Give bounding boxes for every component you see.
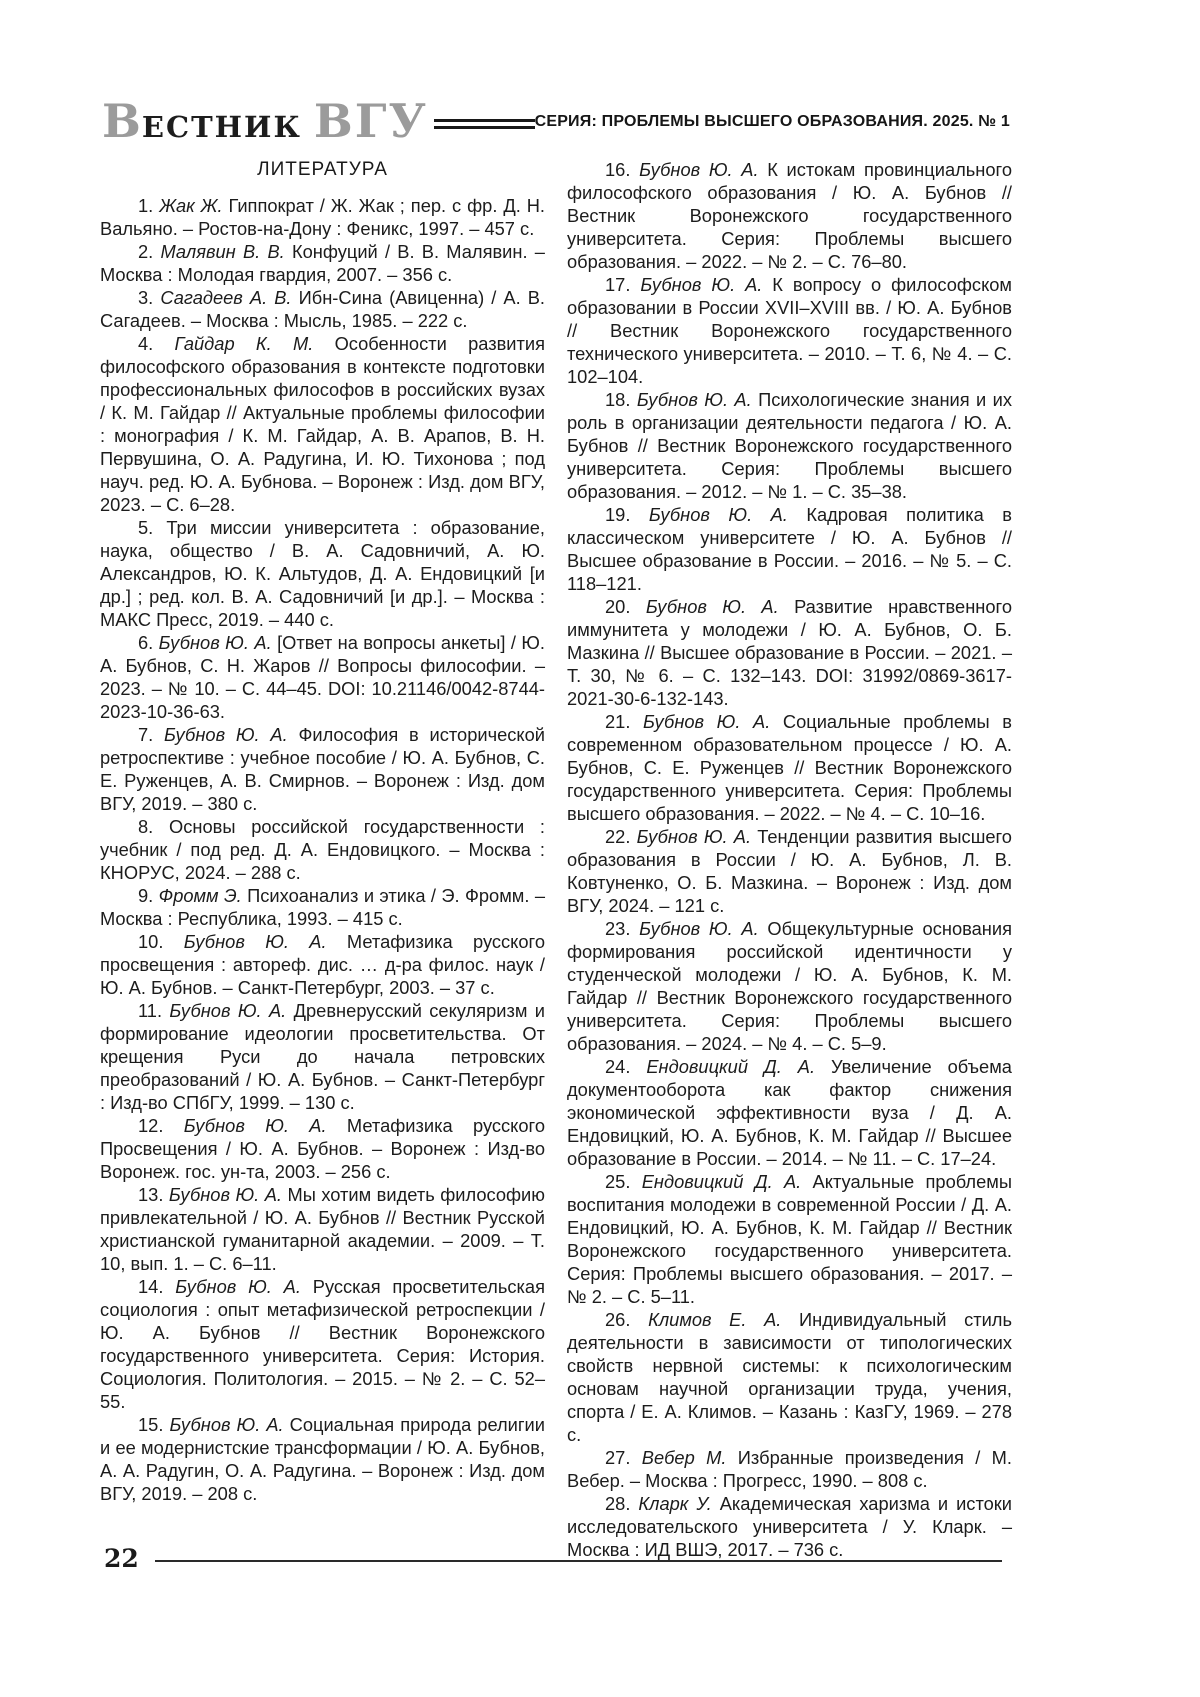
reference-text: Мы хотим видеть философию привлекательной / Ю. А. Бубнов // Вестник Русской христианской гуманитарной академии. – 2009. – Т. 10, вып. 1. – С. 6–11. bbox=[100, 1184, 545, 1274]
journal-logo bbox=[102, 94, 428, 148]
reference-number: 9. bbox=[138, 885, 154, 906]
reference-number: 23. bbox=[605, 918, 631, 939]
reference-authors: Малявин В. В. bbox=[160, 241, 285, 262]
reference-number: 16. bbox=[605, 159, 631, 180]
reference-number: 13. bbox=[138, 1184, 164, 1205]
reference-authors: Бубнов Ю. А. bbox=[648, 504, 788, 525]
reference-authors: Жак Ж. bbox=[159, 195, 223, 216]
section-heading: ЛИТЕРАТУРА bbox=[257, 159, 388, 180]
reference-authors: Бубнов Ю. А. bbox=[636, 389, 752, 410]
footer-rule bbox=[155, 1560, 1002, 1562]
reference-item bbox=[567, 825, 1012, 917]
reference-item bbox=[567, 158, 1012, 273]
reference-authors: Бубнов Ю. А. bbox=[169, 1000, 287, 1021]
reference-item bbox=[100, 631, 545, 723]
reference-text: Метафизика русского Просвещения / Ю. А. Бубнов. – Воронеж : Изд-во Воронеж. гос. ун-та, 2003. – 256 с. bbox=[100, 1115, 545, 1182]
right-column bbox=[567, 158, 1012, 1561]
reference-number: 10. bbox=[138, 931, 164, 952]
reference-authors: Сагадеев А. В. bbox=[160, 287, 292, 308]
reference-text: Три миссии университета : образование, наука, общество / В. А. Садовничий, А. Ю. Александров, Ю. К. Альтудов, Д. А. Ендовицкий [и др.] ; ред. кол. В. А. Садовничий [и др.]. – Москва : МАКС Пресс, 2019. – 440 с. bbox=[100, 517, 545, 630]
logo-initial-letter: В bbox=[102, 94, 142, 148]
reference-text: К вопросу о философском образовании в России XVII–XVIII вв. / Ю. А. Бубнов // Вестник Воронежского государственного технического университета. – 2010. – Т. 6, № 4. – С. 102–104. bbox=[567, 274, 1013, 387]
reference-text: Гиппократ / Ж. Жак ; пер. с фр. Д. Н. Вальяно. – Ростов-на-Дону : Феникс, 1997. – 457 с. bbox=[100, 195, 545, 239]
reference-authors: Фромм Э. bbox=[158, 885, 242, 906]
reference-authors: Гайдар К. М. bbox=[174, 333, 314, 354]
reference-item bbox=[100, 999, 545, 1114]
reference-number: 15. bbox=[138, 1414, 164, 1435]
reference-authors: Климов Е. А. bbox=[648, 1309, 782, 1330]
reference-number: 25. bbox=[605, 1171, 631, 1192]
reference-authors: Бубнов Ю. А. bbox=[183, 931, 327, 952]
page-header bbox=[102, 94, 1010, 148]
reference-item bbox=[567, 503, 1012, 595]
reference-item bbox=[100, 286, 545, 332]
reference-text: Избранные произведения / М. Вебер. – Москва : Прогресс, 1990. – 808 с. bbox=[567, 1447, 1012, 1491]
reference-item bbox=[567, 710, 1012, 825]
reference-number: 6. bbox=[138, 632, 154, 653]
reference-text: Актуальные проблемы воспитания молодежи в современной России / Д. А. Ендовицкий, Ю. А. Бубнов, К. М. Гайдар // Вестник Воронежского государственного университета. Серия: Проблемы высшего образования. – 2017. – № 2. – С. 5–11. bbox=[567, 1171, 1012, 1307]
reference-authors: Бубнов Ю. А. bbox=[183, 1115, 327, 1136]
logo-university-abbr: ВГУ bbox=[313, 94, 428, 148]
reference-item bbox=[100, 194, 545, 240]
reference-item bbox=[100, 516, 545, 631]
reference-item bbox=[567, 595, 1012, 710]
logo-word-rest: ЕСТНИК bbox=[141, 110, 302, 144]
reference-text: Особенности развития философского образования в контексте подготовки профессиональных философов в российских вузах / К. М. Гайдар // Актуальные проблемы философии : монография / К. М. Гайдар, А. В. Арапов, В. Н. Первушина, О. А. Радугина, И. Ю. Тихонова ; под науч. ред. Ю. А. Бубнова. – Воронеж : Изд. дом ВГУ, 2023. – С. 6–28. bbox=[100, 333, 545, 515]
reference-item bbox=[567, 1055, 1012, 1170]
reference-item bbox=[567, 273, 1012, 388]
reference-number: 21. bbox=[605, 711, 631, 732]
reference-number: 4. bbox=[138, 333, 154, 354]
reference-text: Философия в исторической ретроспективе : учебное пособие / Ю. А. Бубнов, С. Е. Руженцев, А. В. Смирнов. – Воронеж : Изд. дом ВГУ, 2019. – 380 с. bbox=[100, 724, 545, 814]
reference-number: 22. bbox=[605, 826, 631, 847]
reference-text: Академическая харизма и истоки исследовательского университета / У. Кларк. – Москва : ИД ВШЭ, 2017. – 736 с. bbox=[567, 1493, 1012, 1560]
reference-authors: Бубнов Ю. А. bbox=[636, 826, 752, 847]
reference-text: Кадровая политика в классическом университете / Ю. А. Бубнов // Высшее образование в России. – 2016. – № 5. – С. 118–121. bbox=[567, 504, 1012, 594]
reference-number: 28. bbox=[605, 1493, 631, 1514]
reference-item bbox=[100, 815, 545, 884]
reference-text: Социальная природа религии и ее модернистские трансформации / Ю. А. Бубнов, А. А. Радугин, О. А. Радугина. – Воронеж : Изд. дом ВГУ, 2019. – 208 с. bbox=[100, 1414, 545, 1504]
reference-number: 20. bbox=[605, 596, 631, 617]
reference-item bbox=[100, 1114, 545, 1183]
reference-text: Тенденции развития высшего образования в России / Ю. А. Бубнов, Л. В. Ковтуненко, О. Б. Мазкина. – Воронеж : Изд. дом ВГУ, 2024. – 121 с. bbox=[567, 826, 1012, 916]
reference-number: 18. bbox=[605, 389, 631, 410]
reference-authors: Бубнов Ю. А. bbox=[639, 918, 759, 939]
series-title: СЕРИЯ: ПРОБЛЕМЫ ВЫСШЕГО ОБРАЗОВАНИЯ. 2025. № 1 bbox=[534, 113, 1010, 130]
reference-authors: Ендовицкий Д. А. bbox=[641, 1171, 802, 1192]
reference-authors: Бубнов Ю. А. bbox=[175, 1276, 301, 1297]
reference-authors: Бубнов Ю. А. bbox=[158, 632, 272, 653]
reference-number: 26. bbox=[605, 1309, 631, 1330]
reference-text: К истокам провинциального философского образования / Ю. А. Бубнов // Вестник Воронежского государственного университета. Серия: Проблемы высшего образования. – 2022. – № 2. – С. 76–80. bbox=[567, 159, 1012, 272]
reference-number: 19. bbox=[605, 504, 631, 525]
reference-authors: Ендовицкий Д. А. bbox=[646, 1056, 816, 1077]
reference-item bbox=[100, 240, 545, 286]
reference-authors: Бубнов Ю. А. bbox=[645, 596, 779, 617]
reference-authors: Бубнов Ю. А. bbox=[169, 1414, 284, 1435]
reference-text: Древнерусский секуляризм и формирование идеологии просветительства. От крещения Руси до начала петровских преобразований / Ю. А. Бубнов. – Санкт-Петербург : Изд-во СПбГУ, 1999. – 130 с. bbox=[100, 1000, 545, 1113]
reference-authors: Бубнов Ю. А. bbox=[643, 711, 771, 732]
reference-item bbox=[100, 332, 545, 516]
reference-item bbox=[100, 1183, 545, 1275]
reference-authors: Бубнов Ю. А. bbox=[639, 159, 759, 180]
reference-number: 27. bbox=[605, 1447, 631, 1468]
reference-item bbox=[100, 930, 545, 999]
reference-text: Психоанализ и этика / Э. Фромм. – Москва : Республика, 1993. – 415 с. bbox=[100, 885, 545, 929]
reference-text: Общекультурные основания формирования российской идентичности у студенческой молодежи / Ю. А. Бубнов, К. М. Гайдар // Вестник Воронежского государственного университета. Серия: Проблемы высшего образования. – 2024. – № 4. – С. 5–9. bbox=[567, 918, 1012, 1054]
reference-number: 1. bbox=[138, 195, 154, 216]
reference-authors: Вебер М. bbox=[641, 1447, 727, 1468]
reference-item bbox=[567, 917, 1012, 1055]
reference-text: Основы российской государственности : учебник / под ред. Д. А. Ендовицкого. – Москва : КНОРУС, 2024. – 288 с. bbox=[100, 816, 545, 883]
reference-authors: Бубнов Ю. А. bbox=[640, 274, 763, 295]
reference-item bbox=[567, 1446, 1012, 1492]
reference-text: Индивидуальный стиль деятельности в зависимости от типологических свойств нервной системы: к психологическим основам научной организации труда, учения, спорта / Е. А. Климов. – Казань : КазГУ, 1969. – 278 с. bbox=[567, 1309, 1012, 1445]
reference-number: 2. bbox=[138, 241, 154, 262]
reference-text: Русская просветительская социология : опыт метафизической ретроспекции / Ю. А. Бубнов // Вестник Воронежского государственного университета. Серия: История. Социология. Политология. – 2015. – № 2. – С. 52–55. bbox=[100, 1276, 545, 1412]
reference-text: Ибн-Сина (Авиценна) / А. В. Сагадеев. – Москва : Мысль, 1985. – 222 с. bbox=[100, 287, 545, 331]
reference-item bbox=[100, 1413, 545, 1505]
reference-number: 14. bbox=[138, 1276, 164, 1297]
reference-item bbox=[100, 723, 545, 815]
reference-item bbox=[567, 1308, 1012, 1446]
reference-text: Увеличение объема документооборота как фактор снижения экономической эффективности вуза / Д. А. Ендовицкий, Ю. А. Бубнов, К. М. Гайдар // Высшее образование в России. – 2014. – № 11. – С. 17–24. bbox=[567, 1056, 1012, 1169]
reference-text: [Ответ на вопросы анкеты] / Ю. А. Бубнов, С. Н. Жаров // Вопросы философии. – 2023. – № 10. – С. 44–45. DOI: 10.21146/0042-8744-2023-10-36-63. bbox=[100, 632, 545, 722]
reference-list-right bbox=[567, 158, 1012, 1561]
reference-number: 5. bbox=[138, 517, 154, 538]
reference-number: 12. bbox=[138, 1115, 164, 1136]
header-double-rule bbox=[434, 119, 535, 129]
reference-item bbox=[567, 1170, 1012, 1308]
reference-columns bbox=[100, 158, 1012, 1561]
reference-text: Психологические знания и их роль в организации деятельности педагога / Ю. А. Бубнов // Вестник Воронежского государственного университета. Серия: Проблемы высшего образования. – 2012. – № 1. – С. 35–38. bbox=[567, 389, 1012, 502]
reference-authors: Бубнов Ю. А. bbox=[168, 1184, 283, 1205]
reference-number: 11. bbox=[138, 1000, 163, 1021]
reference-list-left bbox=[100, 194, 545, 1505]
reference-number: 7. bbox=[138, 724, 154, 745]
reference-number: 3. bbox=[138, 287, 154, 308]
reference-text: Социальные проблемы в современном образовательном процессе / Ю. А. Бубнов, С. Е. Руженцев // Вестник Воронежского государственного университета. Серия: Проблемы высшего образования. – 2022. – № 4. – С. 10–16. bbox=[567, 711, 1012, 824]
reference-text: Метафизика русского просвещения : автореф. дис. … д-ра филос. наук / Ю. А. Бубнов. – Санкт-Петербург, 2003. – 37 с. bbox=[100, 931, 545, 998]
reference-authors: Кларк У. bbox=[638, 1493, 712, 1514]
reference-text: Развитие нравственного иммунитета у молодежи / Ю. А. Бубнов, О. Б. Мазкина // Высшее образование в России. – 2021. – Т. 30, № 6. – С. 132–143. DOI: 31992/0869-3617-2021-30-6-132-143. bbox=[567, 596, 1012, 709]
reference-item bbox=[567, 388, 1012, 503]
reference-number: 17. bbox=[605, 274, 631, 295]
reference-item bbox=[100, 1275, 545, 1413]
reference-authors: Бубнов Ю. А. bbox=[164, 724, 288, 745]
reference-number: 24. bbox=[605, 1056, 631, 1077]
page-footer bbox=[104, 1544, 1002, 1573]
reference-number: 8. bbox=[138, 816, 154, 837]
page-number: 22 bbox=[104, 1544, 139, 1573]
left-column bbox=[100, 158, 545, 1561]
reference-text: Конфуций / В. В. Малявин. – Москва : Молодая гвардия, 2007. – 356 с. bbox=[100, 241, 545, 285]
reference-item bbox=[100, 884, 545, 930]
